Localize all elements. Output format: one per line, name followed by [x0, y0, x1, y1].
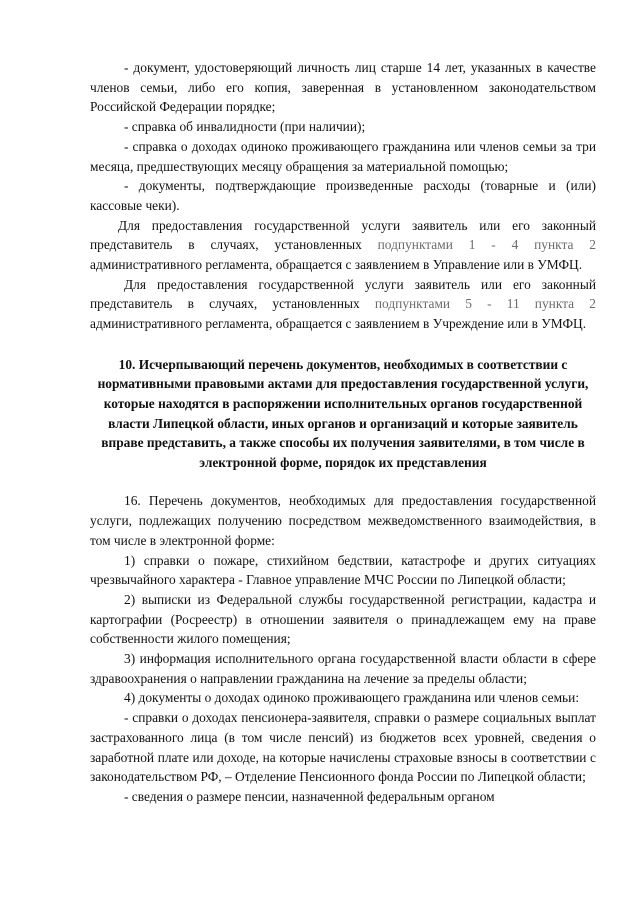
paragraph-subitem-2: 2) выписки из Федеральной службы государственной регистрации, кадастра и картографии (Росреестр) в отношении заявителя о принадлежащем ему на праве собственности жилого помещения;	[90, 591, 596, 647]
document-text	[90, 58, 596, 807]
paragraph-income-certificate: - справка о доходах одиноко проживающего гражданина или членов семьи за три месяца, предшествующих месяцу обращения за материальной помощью;	[90, 138, 596, 174]
paragraph-apply-uchrezhdenie-text-2: административного регламента, обращается с заявлением в Учреждение или в УМФЦ.	[90, 316, 587, 332]
paragraph-expense-documents: - документы, подтверждающие произведенные расходы (товарные и (или) кассовые чеки).	[90, 178, 596, 213]
spacer	[90, 334, 596, 355]
paragraph-item-16: 16. Перечень документов, необходимых для предоставления государственной услуги, подлежащих получению посредством межведомственного взаимодействия, в том числе в электронной форме:	[90, 493, 596, 548]
paragraph-apply-uchrezhdenie	[90, 275, 596, 334]
paragraph-apply-upravlenie	[90, 216, 596, 275]
paragraph-pension-amount: - сведения о размере пенсии, назначенной федеральным органом	[124, 788, 495, 804]
paragraph-apply-upravlenie-text-1: Для предоставления государственной услуги заявитель или его законный представитель в случаях, установленных	[90, 217, 596, 253]
paragraph-apply-upravlenie-text-2: административного регламента, обращается с заявлением в Управление или в УМФЦ.	[90, 257, 583, 273]
reference-subpoints-5-11: подпунктами 5 - 11 пункта 2	[374, 296, 596, 312]
reference-subpoints-1-4: подпунктами 1 - 4 пункта 2	[377, 237, 597, 253]
paragraph-apply-uchrezhdenie-text-1: Для предоставления государственной услуги заявитель или его законный представитель в случаях, установленных	[90, 276, 596, 312]
paragraph-subitem-3: 3) информация исполнительного органа государственной власти области в сфере здравоохранения о направлении гражданина на лечение за пределы области;	[90, 651, 596, 686]
paragraph-pension-certificates: - справки о доходах пенсионера-заявителя, справки о размере социальных выплат застрахованного лица (в том числе пенсий) из бюджетов всех уровней, сведения о заработной плате или доходе, на которые начислены страховые взносы в соответствии с законодательством РФ, – Отделение Пенсионного фонда России по Липецкой области;	[90, 710, 596, 785]
spacer	[90, 472, 596, 491]
paragraph-subitem-1: 1) справки о пожаре, стихийном бедствии, катастрофе и других ситуациях чрезвычайного характера - Главное управление МЧС России по Липецкой области;	[90, 552, 596, 588]
section-heading: 10. Исчерпывающий перечень документов, необходимых в соответствии с нормативными правовыми актами для предоставления государственной услуги, которые находятся в распоряжении исполнительных органов государственной власти Липецкой области, иных органов и организаций и которые заявитель вправе представить, а также способы их получения заявителями, в том числе в электронной форме, порядок их представления	[97, 356, 589, 470]
paragraph-subitem-4: 4) документы о доходах одиноко проживающего гражданина или членов семьи:	[124, 690, 580, 706]
paragraph-identity-document: - документ, удостоверяющий личность лиц старше 14 лет, указанных в качестве членов семьи, либо его копия, заверенная в установленном законодательством Российской Федерации порядке;	[90, 60, 596, 115]
paragraph-disability-certificate: - справка об инвалидности (при наличии);	[124, 119, 366, 135]
